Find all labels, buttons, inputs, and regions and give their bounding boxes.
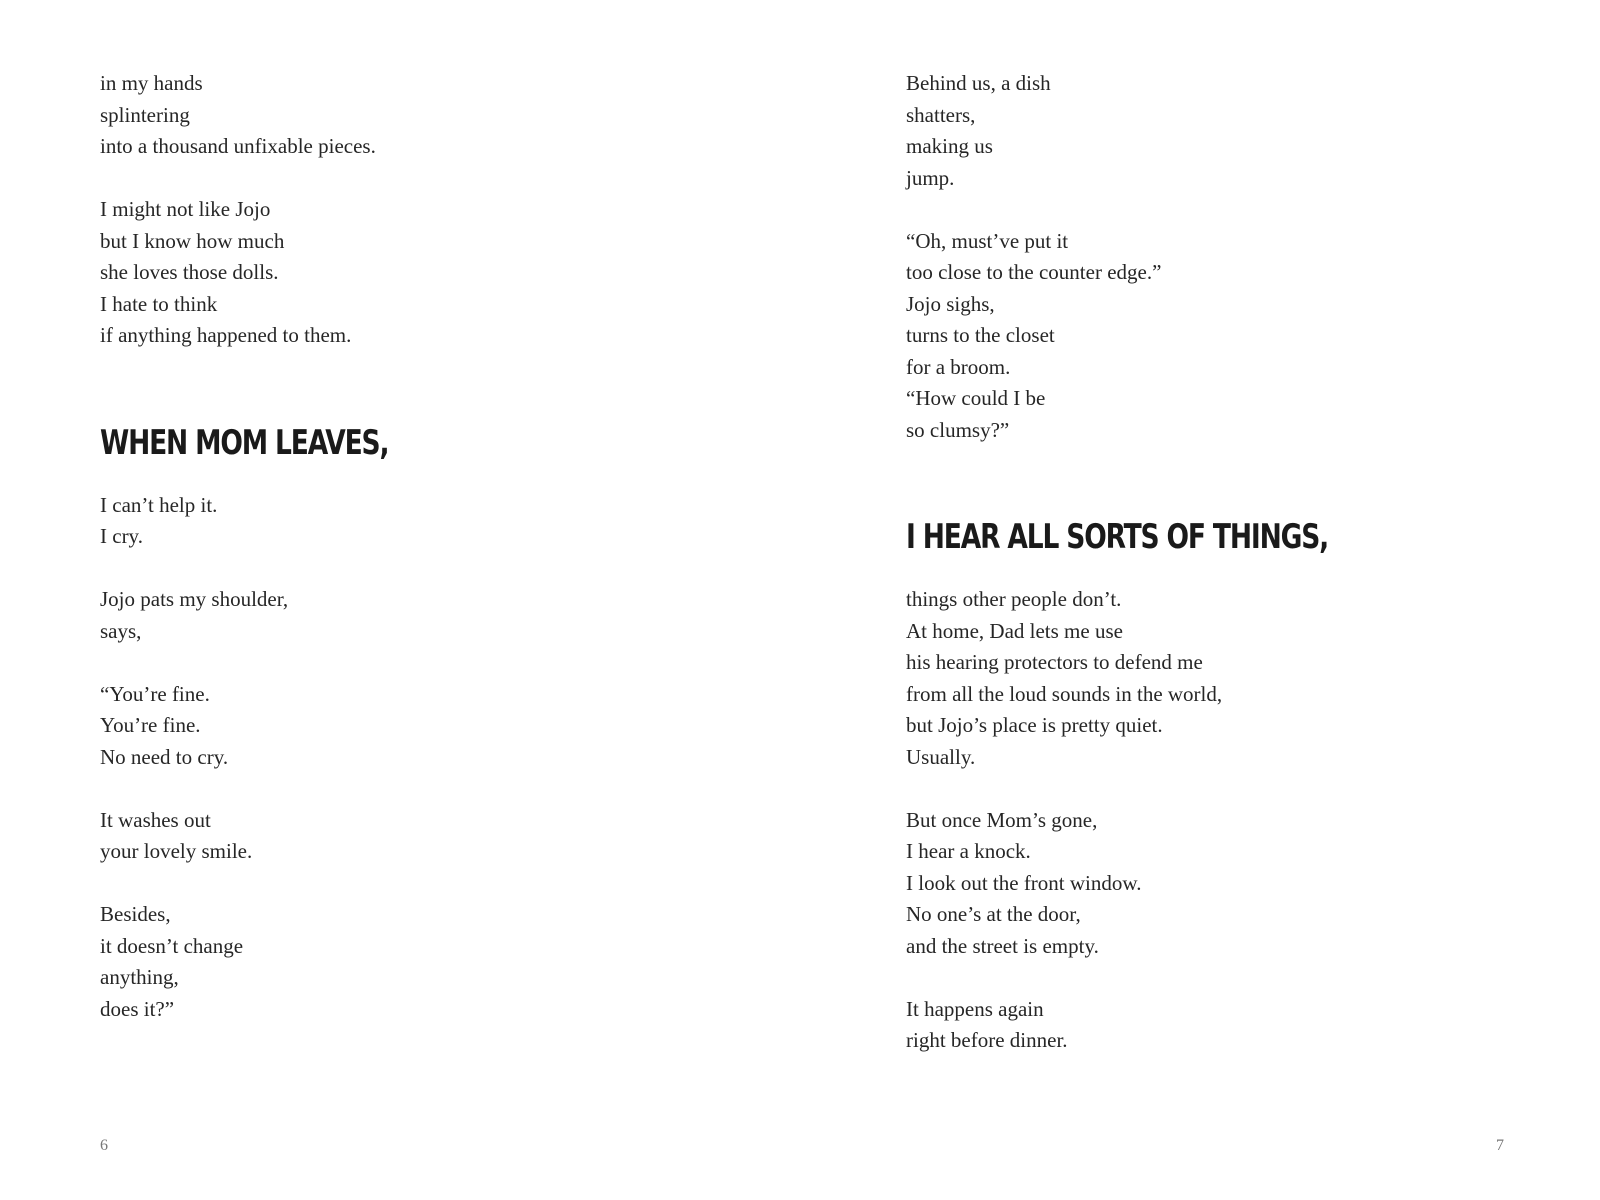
poem-line: At home, Dad lets me use [906, 618, 1123, 643]
poem-line: too close to the counter edge.” [906, 260, 1162, 284]
poem-heading: I HEAR ALL SORTS OF THINGS, [906, 517, 1329, 557]
poem-line: says, [100, 618, 142, 643]
poem-line: your lovely smile. [100, 839, 253, 863]
poem-line: but I know how much [100, 228, 285, 253]
poem-line: it doesn’t change [100, 933, 244, 958]
poem-line: for a broom. [906, 354, 1011, 379]
stanza [906, 226, 1526, 447]
stanza [100, 584, 720, 647]
poem-line: she loves those dolls. [100, 260, 279, 284]
poem-line: so clumsy?” [906, 417, 1010, 442]
poem-line: does it?” [100, 996, 175, 1021]
poem-line: Behind us, a dish [906, 71, 1051, 95]
stanza [100, 194, 720, 352]
poem-line: I hate to think [100, 291, 218, 316]
left-text-column [100, 68, 720, 1025]
poem-line: and the street is empty. [906, 933, 1099, 958]
poem-line: I look out the front window. [906, 870, 1142, 895]
poem-line: I might not like Jojo [100, 197, 271, 221]
poem-heading: WHEN MOM LEAVES, [100, 422, 389, 463]
poem-line: No one’s at the door, [906, 902, 1081, 926]
stanza [100, 490, 720, 553]
poem-line: No need to cry. [100, 744, 229, 769]
section-gap [100, 352, 720, 423]
poem-line: things other people don’t. [906, 587, 1122, 611]
poem-line: if anything happened to them. [100, 323, 352, 347]
poem-line: from all the loud sounds in the world, [906, 681, 1223, 706]
stanza [100, 805, 720, 868]
poem-line: I can’t help it. [100, 492, 218, 517]
poem-line: Besides, [100, 902, 171, 926]
page-number: 7 [1496, 1137, 1504, 1154]
stanza [906, 584, 1526, 773]
stanza [906, 68, 1526, 194]
poem-line: It washes out [100, 807, 211, 832]
continuation-poem [100, 68, 720, 352]
poem-line: “You’re fine. [100, 681, 210, 706]
stanza [100, 68, 720, 163]
poem-i-hear-all-sorts-of-things [906, 517, 1526, 1057]
poem-line: into a thousand unfixable pieces. [100, 134, 376, 158]
poem-line: “Oh, must’ve put it [906, 228, 1069, 253]
poem-line: Jojo pats my shoulder, [100, 587, 289, 611]
section-gap [906, 446, 1526, 517]
poem-line: his hearing protectors to defend me [906, 650, 1203, 674]
poem-line: I cry. [100, 524, 143, 548]
right-text-column [906, 68, 1526, 1057]
stanza [906, 805, 1526, 963]
poem-line: “How could I be [906, 386, 1046, 410]
stanza [100, 899, 720, 1025]
poem-line: making us [906, 134, 993, 158]
page-number: 6 [100, 1137, 108, 1154]
poem-line: I hear a knock. [906, 839, 1031, 863]
poem-line: in my hands [100, 71, 203, 95]
poem-line: jump. [906, 165, 955, 190]
right-page [800, 0, 1600, 1200]
poem-line: It happens again [906, 996, 1044, 1021]
continuation-poem [906, 68, 1526, 446]
poem-line: But once Mom’s gone, [906, 807, 1098, 832]
poem-line: turns to the closet [906, 323, 1055, 347]
poem-line: right before dinner. [906, 1028, 1068, 1052]
stanza [906, 994, 1526, 1057]
poem-line: but Jojo’s place is pretty quiet. [906, 713, 1163, 737]
poem-line: You’re fine. [100, 713, 201, 737]
poem-line: shatters, [906, 102, 976, 127]
poem-line: Usually. [906, 744, 976, 769]
poem-line: splintering [100, 102, 190, 127]
poem-line: Jojo sighs, [906, 291, 995, 316]
poem-when-mom-leaves [100, 423, 720, 1026]
poem-line: anything, [100, 965, 179, 989]
stanza [100, 679, 720, 774]
